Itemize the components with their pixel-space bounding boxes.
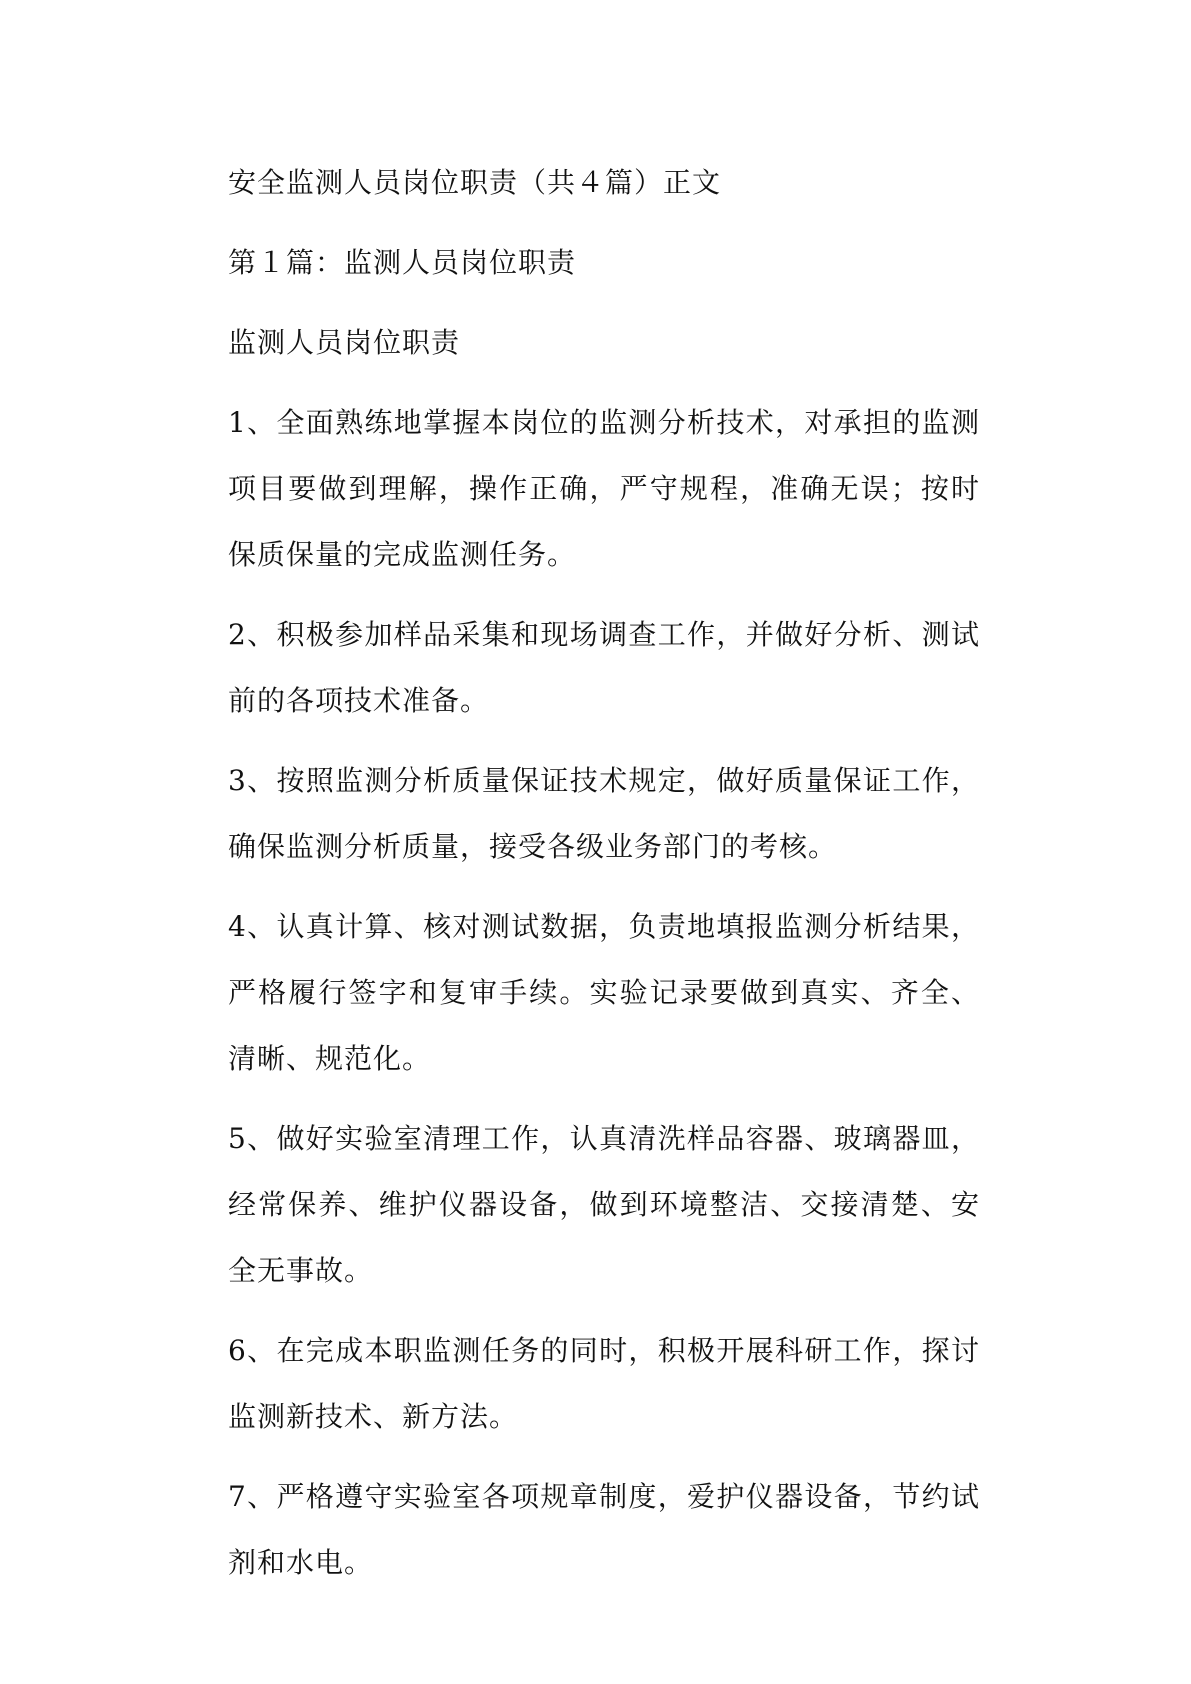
document-body — [228, 150, 980, 1596]
document-title: 安全监测人员岗位职责（共４篇）正文 — [228, 166, 722, 199]
section-heading: 第１篇：监测人员岗位职责 — [228, 246, 577, 279]
list-item: 1、全面熟练地掌握本岗位的监测分析技术，对承担的监测项目要做到理解，操作正确，严守规程，准确无误；按时保质保量的完成监测任务。 — [228, 406, 980, 571]
list-item: 4、认真计算、核对测试数据，负责地填报监测分析结果，严格履行签字和复审手续。实验记录要做到真实、齐全、清晰、规范化。 — [228, 910, 980, 1075]
list-item: 6、在完成本职监测任务的同时，积极开展科研工作，探讨监测新技术、新方法。 — [228, 1334, 980, 1433]
list-item: 7、严格遵守实验室各项规章制度，爱护仪器设备，节约试剂和水电。 — [228, 1480, 980, 1579]
list-item: 2、积极参加样品采集和现场调查工作，并做好分析、测试前的各项技术准备。 — [228, 618, 980, 717]
list-item: 5、做好实验室清理工作，认真清洗样品容器、玻璃器皿，经常保养、维护仪器设备，做到环境整洁、交接清楚、安全无事故。 — [228, 1122, 980, 1287]
subheading: 监测人员岗位职责 — [228, 326, 461, 359]
list-item: 3、按照监测分析质量保证技术规定，做好质量保证工作，确保监测分析质量，接受各级业务部门的考核。 — [228, 764, 980, 863]
